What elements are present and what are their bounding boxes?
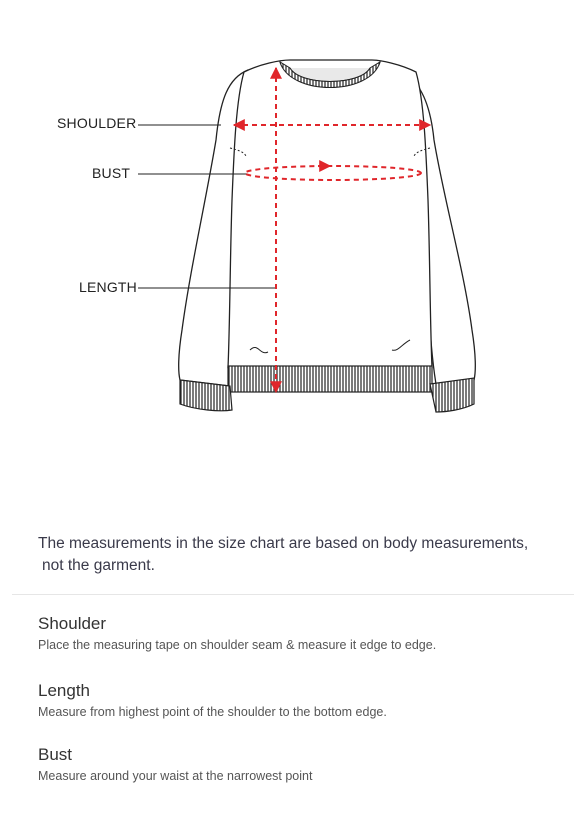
divider xyxy=(12,594,574,595)
measurement-bust xyxy=(38,745,312,783)
length-label: LENGTH xyxy=(79,279,137,295)
measurement-desc: Measure from highest point of the shoulder to the bottom edge. xyxy=(38,705,387,719)
bust-label: BUST xyxy=(92,165,131,181)
measurement-title: Bust xyxy=(38,745,73,764)
intro-line-2: not the garment. xyxy=(42,557,155,574)
intro-text xyxy=(38,533,558,577)
hem-rib xyxy=(228,366,432,392)
intro-line-1: The measurements in the size chart are based on body measurements, xyxy=(38,535,529,552)
measurement-title: Shoulder xyxy=(38,614,107,633)
shoulder-label: SHOULDER xyxy=(57,115,137,131)
right-cuff xyxy=(430,378,474,412)
measurement-length xyxy=(38,681,387,719)
measurement-desc: Place the measuring tape on shoulder seam & measure it edge to edge. xyxy=(38,638,437,652)
measurement-desc: Measure around your waist at the narrowest point xyxy=(38,769,313,783)
measurement-title: Length xyxy=(38,681,90,700)
measurement-shoulder xyxy=(38,614,436,652)
torso xyxy=(228,60,432,368)
